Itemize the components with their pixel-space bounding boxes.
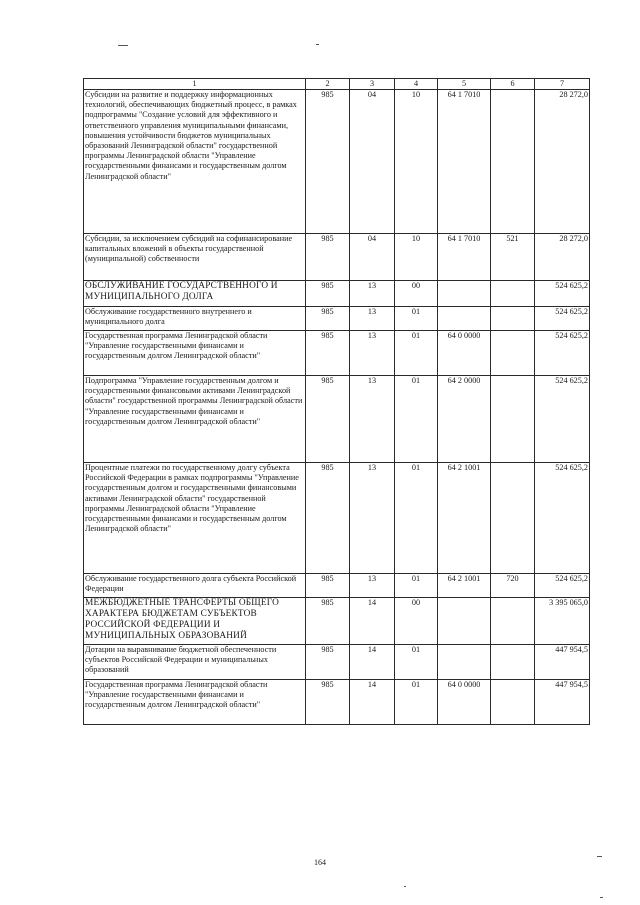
cell-amount: 28 272,0 — [535, 90, 590, 234]
table-row — [84, 645, 590, 680]
cell-code-6 — [491, 331, 535, 376]
cell-code-2: 985 — [306, 90, 350, 234]
cell-code-2: 985 — [306, 281, 350, 307]
cell-code-6 — [491, 90, 535, 234]
cell-code-5: 64 2 1001 — [438, 463, 491, 574]
cell-amount: 524 625,2 — [535, 574, 590, 598]
cell-code-5 — [438, 598, 491, 645]
cell-code-4: 01 — [395, 680, 438, 725]
row-name: Дотации на выравнивание бюджетной обеспеченности субъектов Российской Федерации и муниципальных образований — [84, 645, 306, 680]
cell-code-3: 14 — [350, 680, 395, 725]
cell-code-4: 00 — [395, 598, 438, 645]
table-row — [84, 376, 590, 463]
cell-code-6 — [491, 307, 535, 331]
cell-code-6: 521 — [491, 234, 535, 281]
cell-code-2: 985 — [306, 463, 350, 574]
cell-code-5: 64 0 0000 — [438, 331, 491, 376]
cell-code-6 — [491, 281, 535, 307]
column-header: 3 — [350, 79, 395, 90]
cell-code-5: 64 2 1001 — [438, 574, 491, 598]
row-name: Государственная программа Ленинградской области "Управление государственными финансами и государственным долгом Ленинградской области" — [84, 680, 306, 725]
row-name: Государственная программа Ленинградской области "Управление государственными финансами и государственным долгом Ленинградской области" — [84, 331, 306, 376]
cell-code-3: 13 — [350, 574, 395, 598]
column-header: 2 — [306, 79, 350, 90]
cell-code-5 — [438, 307, 491, 331]
cell-code-3: 13 — [350, 463, 395, 574]
row-name: Подпрограмма "Управление государственным долгом и государственными финансовыми активами Ленинградской области" государственной программы Ленинградской области "Управление государственными финансами и государственным долгом Ленинградской области" — [84, 376, 306, 463]
cell-code-2: 985 — [306, 680, 350, 725]
scan-speck — [316, 44, 319, 45]
cell-amount: 524 625,2 — [535, 376, 590, 463]
cell-code-6 — [491, 376, 535, 463]
column-header: 6 — [491, 79, 535, 90]
cell-code-4: 01 — [395, 574, 438, 598]
cell-code-2: 985 — [306, 376, 350, 463]
table-row — [84, 281, 590, 307]
cell-code-5 — [438, 281, 491, 307]
cell-code-3: 13 — [350, 281, 395, 307]
cell-code-3: 04 — [350, 234, 395, 281]
row-name: Процентные платежи по государственному долгу субъекта Российской Федерации в рамках подпрограммы "Управление государственным долгом и государственными финансовыми активами Ленинградской области" государственной программы Ленинградской области "Управление государственными финансами и государственным долгом Ленинградской области" — [84, 463, 306, 574]
cell-code-4: 00 — [395, 281, 438, 307]
cell-code-6 — [491, 645, 535, 680]
scan-speck — [600, 897, 603, 898]
cell-code-2: 985 — [306, 307, 350, 331]
cell-code-6 — [491, 680, 535, 725]
cell-code-4: 01 — [395, 645, 438, 680]
table-row — [84, 331, 590, 376]
cell-code-3: 13 — [350, 331, 395, 376]
cell-amount: 3 395 065,0 — [535, 598, 590, 645]
cell-code-3: 13 — [350, 307, 395, 331]
cell-code-3: 13 — [350, 376, 395, 463]
table-row — [84, 307, 590, 331]
cell-code-4: 01 — [395, 307, 438, 331]
cell-amount: 524 625,2 — [535, 307, 590, 331]
cell-code-4: 10 — [395, 90, 438, 234]
scan-speck — [404, 886, 406, 887]
cell-amount: 447 954,5 — [535, 680, 590, 725]
table-row — [84, 234, 590, 281]
cell-code-3: 14 — [350, 645, 395, 680]
cell-code-4: 01 — [395, 463, 438, 574]
scan-speck — [118, 45, 128, 46]
table-header-row — [84, 79, 590, 90]
cell-amount: 524 625,2 — [535, 331, 590, 376]
column-header: 1 — [84, 79, 306, 90]
cell-code-3: 04 — [350, 90, 395, 234]
cell-code-2: 985 — [306, 574, 350, 598]
row-name: Обслуживание государственного внутреннего и муниципального долга — [84, 307, 306, 331]
cell-amount: 28 272,0 — [535, 234, 590, 281]
table-row — [84, 574, 590, 598]
cell-code-5: 64 1 7010 — [438, 90, 491, 234]
cell-code-5: 64 2 0000 — [438, 376, 491, 463]
row-name: Обслуживание государственного долга субъекта Российской Федерации — [84, 574, 306, 598]
cell-code-4: 10 — [395, 234, 438, 281]
cell-code-2: 985 — [306, 331, 350, 376]
cell-amount: 524 625,2 — [535, 463, 590, 574]
table-row — [84, 90, 590, 234]
budget-table — [83, 78, 590, 725]
cell-code-5: 64 1 7010 — [438, 234, 491, 281]
column-header: 5 — [438, 79, 491, 90]
cell-code-4: 01 — [395, 331, 438, 376]
row-name: МЕЖБЮДЖЕТНЫЕ ТРАНСФЕРТЫ ОБЩЕГО ХАРАКТЕРА БЮДЖЕТАМ СУБЪЕКТОВ РОССИЙСКОЙ ФЕДЕРАЦИИ И МУНИЦИПАЛЬНЫХ ОБРАЗОВАНИЙ — [84, 598, 306, 645]
cell-amount: 447 954,5 — [535, 645, 590, 680]
cell-code-5: 64 0 0000 — [438, 680, 491, 725]
table-row — [84, 598, 590, 645]
row-name: Субсидии на развитие и поддержку информационных технологий, обеспечивающих бюджетный процесс, в рамках подпрограммы "Создание условий для эффективного и ответственного управления муниципальными финансами, повышения устойчивости бюджетов муниципальных образований Ленинградской области" государственной программы Ленинградской области "Управление государственными финансами и государственным долгом Ленинградской области" — [84, 90, 306, 234]
cell-code-2: 985 — [306, 598, 350, 645]
cell-code-2: 985 — [306, 645, 350, 680]
row-name: ОБСЛУЖИВАНИЕ ГОСУДАРСТВЕННОГО И МУНИЦИПАЛЬНОГО ДОЛГА — [84, 281, 306, 307]
cell-amount: 524 625,2 — [535, 281, 590, 307]
cell-code-6: 720 — [491, 574, 535, 598]
cell-code-4: 01 — [395, 376, 438, 463]
table-row — [84, 680, 590, 725]
cell-code-6 — [491, 463, 535, 574]
cell-code-3: 14 — [350, 598, 395, 645]
row-name: Субсидии, за исключением субсидий на софинансирование капитальных вложений в объекты государственной (муниципальной) собственности — [84, 234, 306, 281]
scan-speck — [597, 856, 602, 857]
column-header: 4 — [395, 79, 438, 90]
cell-code-2: 985 — [306, 234, 350, 281]
cell-code-6 — [491, 598, 535, 645]
page-number: 164 — [314, 858, 326, 867]
column-header: 7 — [535, 79, 590, 90]
table-row — [84, 463, 590, 574]
cell-code-5 — [438, 645, 491, 680]
